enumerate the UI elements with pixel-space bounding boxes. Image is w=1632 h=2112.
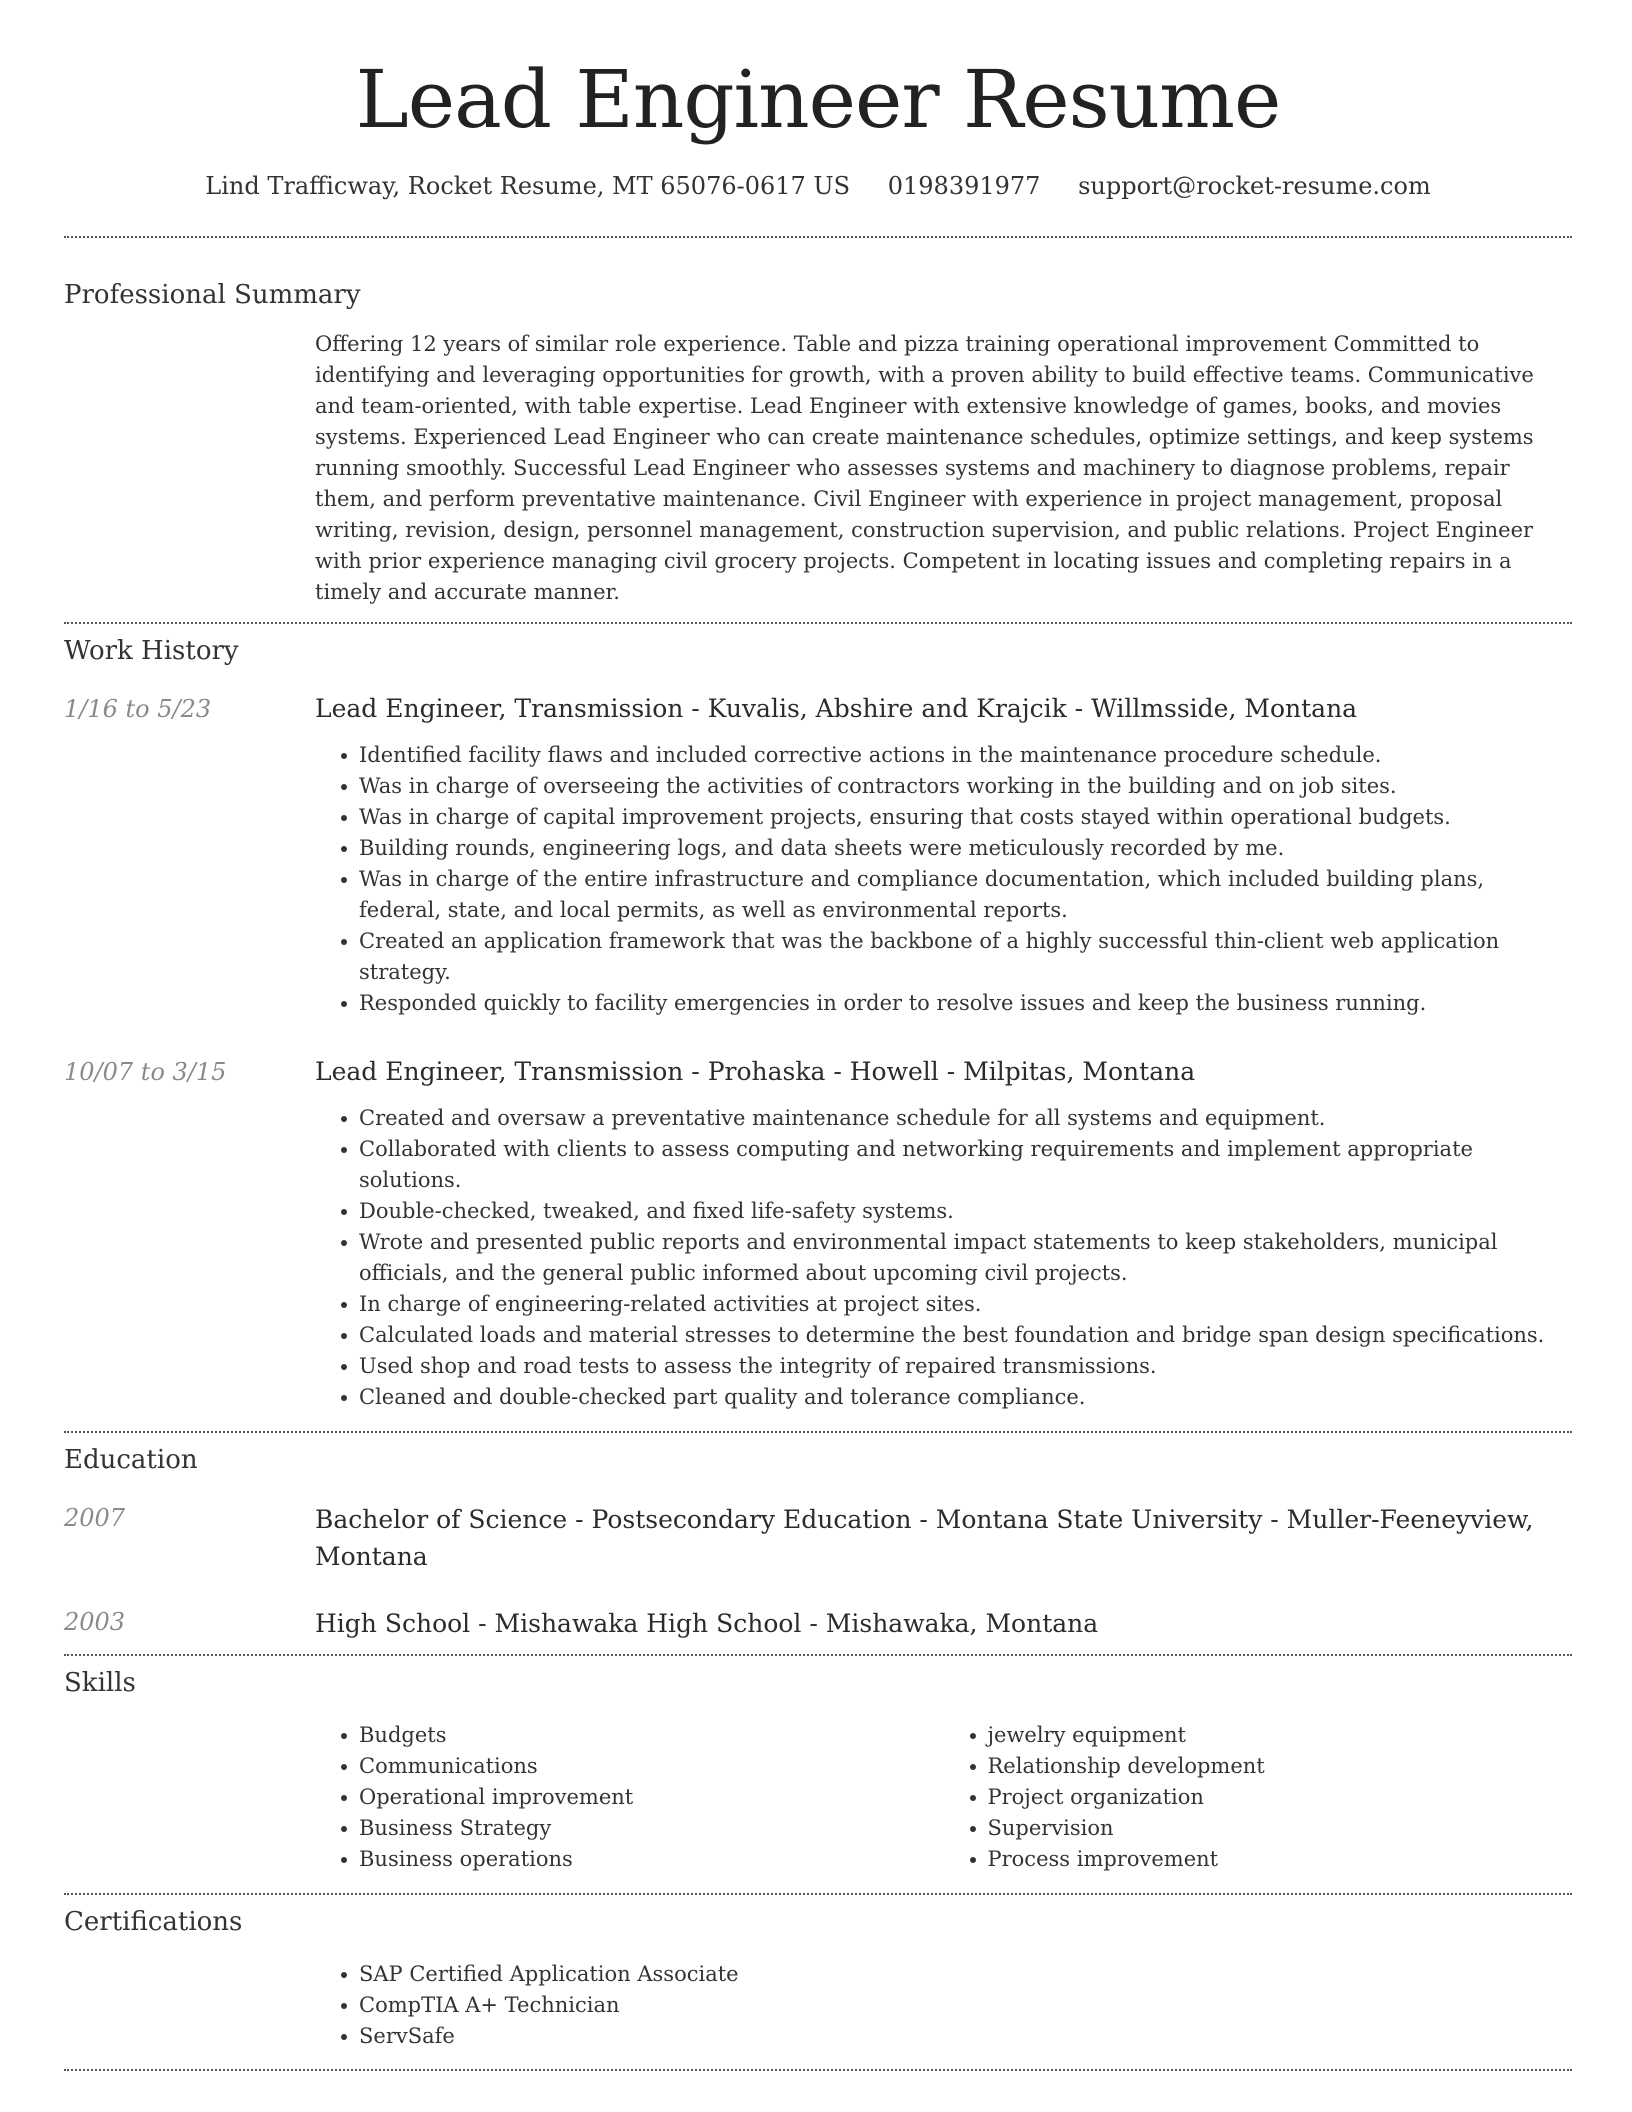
- divider: [64, 2069, 1572, 2071]
- certifications-list: [339, 1959, 1572, 2052]
- skill-item: Supervision: [968, 1813, 1573, 1844]
- skills-list-left: [339, 1720, 944, 1875]
- job-dates: 10/07 to 3/15: [64, 1058, 227, 1086]
- divider: [64, 1431, 1572, 1433]
- contact-phone: 0198391977: [887, 172, 1041, 200]
- job-title: Lead Engineer, Transmission - Prohaska - Howell - Milpitas, Montana: [315, 1057, 1196, 1086]
- divider: [64, 236, 1572, 238]
- skills-list-right: [968, 1720, 1573, 1875]
- list-item: Responded quickly to facility emergencies in order to resolve issues and keep the business running.: [339, 988, 1572, 1019]
- list-item: Was in charge of overseeing the activities of contractors working in the building and on job sites.: [339, 771, 1572, 802]
- list-item: Created and oversaw a preventative maintenance schedule for all systems and equipment.: [339, 1103, 1572, 1134]
- education-section: [64, 1443, 1572, 1642]
- skill-item: Business operations: [339, 1844, 944, 1875]
- list-item: Created an application framework that was the backbone of a highly successful thin-client web application strategy.: [339, 926, 1572, 988]
- summary-text: Offering 12 years of similar role experience. Table and pizza training operational improvement Committed to identifying and leveraging opportunities for growth, with a proven ability to build effective teams. Communicative and team-oriented, with table expertise. Lead Engineer with extensive knowledge of games, books, and movies systems. Experienced Lead Engineer who can create maintenance schedules, optimize settings, and keep systems running smoothly. Successful Lead Engineer who assesses systems and machinery to diagnose problems, repair them, and perform preventative maintenance. Civil Engineer with experience in project management, proposal writing, revision, design, personnel management, construction supervision, and public relations. Project Engineer with prior experience managing civil grocery projects. Competent in locating issues and completing repairs in a timely and accurate manner.: [315, 332, 1534, 604]
- certifications-heading: Certifications: [64, 1907, 243, 1937]
- education-year: 2007: [64, 1504, 126, 1532]
- skills-section: [64, 1666, 1572, 1875]
- list-item: Double-checked, tweaked, and fixed life-safety systems.: [339, 1196, 1572, 1227]
- job-dates: 1/16 to 5/23: [64, 695, 212, 723]
- resume-page: [64, 0, 1572, 2071]
- skill-item: Relationship development: [968, 1751, 1573, 1782]
- skill-item: Budgets: [339, 1720, 944, 1751]
- skill-item: Project organization: [968, 1782, 1573, 1813]
- summary-heading: Professional Summary: [64, 280, 361, 310]
- education-entry: [64, 1501, 1572, 1575]
- skill-item: Business Strategy: [339, 1813, 944, 1844]
- certifications-section: [64, 1905, 1572, 2052]
- education-degree: High School - Mishawaka High School - Mishawaka, Montana: [315, 1609, 1099, 1638]
- certification-item: SAP Certified Application Associate: [339, 1959, 1572, 1990]
- work-history-heading: Work History: [64, 636, 239, 666]
- list-item: Was in charge of capital improvement projects, ensuring that costs stayed within operational budgets.: [339, 802, 1572, 833]
- divider: [64, 622, 1572, 624]
- certification-item: ServSafe: [339, 2021, 1572, 2052]
- skills-heading: Skills: [64, 1668, 136, 1698]
- education-heading: Education: [64, 1445, 198, 1475]
- divider: [64, 1893, 1572, 1895]
- contact-email: support@rocket-resume.com: [1078, 172, 1431, 200]
- job-entry: [64, 692, 1572, 1019]
- contact-address: Lind Trafficway, Rocket Resume, MT 65076-0617 US: [205, 172, 851, 200]
- list-item: In charge of engineering-related activities at project sites.: [339, 1289, 1572, 1320]
- resume-title: Lead Engineer Resume: [355, 53, 1281, 146]
- certification-item: CompTIA A+ Technician: [339, 1990, 1572, 2021]
- skill-item: Communications: [339, 1751, 944, 1782]
- list-item: Collaborated with clients to assess computing and networking requirements and implement appropriate solutions.: [339, 1134, 1572, 1196]
- contact-line: [64, 170, 1572, 202]
- education-year: 2003: [64, 1608, 126, 1636]
- job-entry: [64, 1055, 1572, 1413]
- work-history-section: [64, 634, 1572, 1413]
- divider: [64, 1654, 1572, 1656]
- skill-item: jewelry equipment: [968, 1720, 1573, 1751]
- list-item: Wrote and presented public reports and environmental impact statements to keep stakeholders, municipal officials, and the general public informed about upcoming civil projects.: [339, 1227, 1572, 1289]
- education-degree: Bachelor of Science - Postsecondary Education - Montana State University - Muller-Feeneyview, Montana: [315, 1505, 1534, 1571]
- list-item: Used shop and road tests to assess the integrity of repaired transmissions.: [339, 1351, 1572, 1382]
- skill-item: Process improvement: [968, 1844, 1573, 1875]
- list-item: Identified facility flaws and included corrective actions in the maintenance procedure schedule.: [339, 740, 1572, 771]
- job-duties: [339, 740, 1572, 1019]
- education-entry: [64, 1605, 1572, 1642]
- skill-item: Operational improvement: [339, 1782, 944, 1813]
- list-item: Cleaned and double-checked part quality and tolerance compliance.: [339, 1382, 1572, 1413]
- job-title: Lead Engineer, Transmission - Kuvalis, Abshire and Krajcik - Willmsside, Montana: [315, 694, 1358, 723]
- list-item: Building rounds, engineering logs, and data sheets were meticulously recorded by me.: [339, 833, 1572, 864]
- list-item: Calculated loads and material stresses to determine the best foundation and bridge span design specifications.: [339, 1320, 1572, 1351]
- list-item: Was in charge of the entire infrastructure and compliance documentation, which included building plans, federal, state, and local permits, as well as environmental reports.: [339, 864, 1572, 926]
- job-duties: [339, 1103, 1572, 1413]
- summary-section: [64, 278, 1572, 608]
